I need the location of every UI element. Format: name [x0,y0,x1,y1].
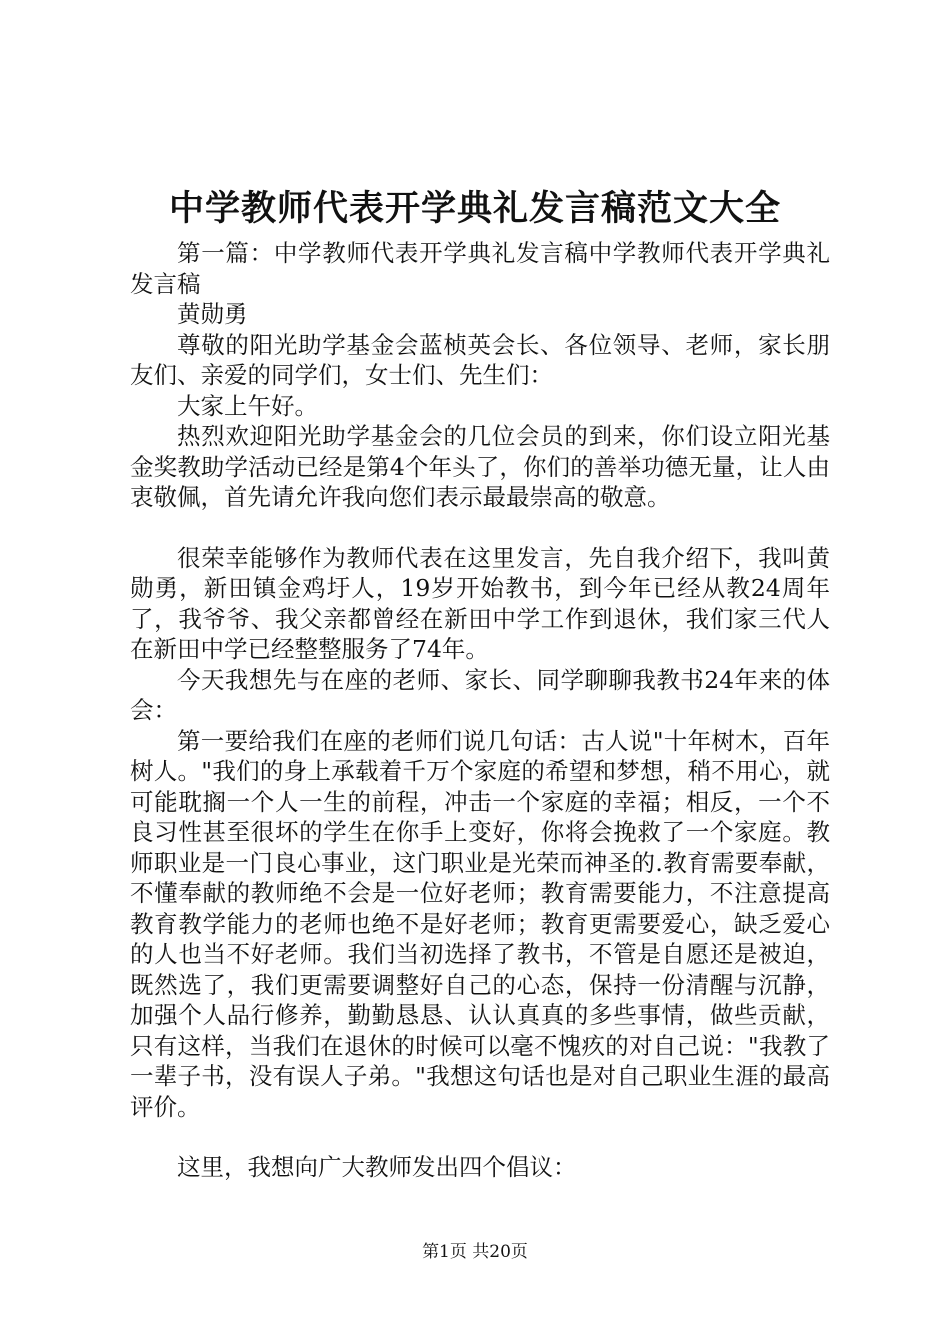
paragraph-spacer [130,513,830,543]
paragraph-proposals: 这里，我想向广大教师发出四个倡议： [177,1153,577,1181]
paragraph-experience: 今天我想先与在座的老师、家长、同学聊聊我教书24年来的体会： [130,665,830,724]
page-number-footer: 第1页 共20页 [422,1242,528,1262]
paragraph-salutation: 尊敬的阳光助学基金会蓝桢英会长、各位领导、老师，家长朋友们、亲爱的同学们，女士们、先生们： [130,330,830,389]
paragraph-welcome: 热烈欢迎阳光助学基金会的几位会员的到来，你们设立阳光基金奖教助学活动已经是第4个年头了，你们的善举功德无量，让人由衷敬佩，首先请允许我向您们表示最最崇高的敬意。 [130,422,830,511]
paragraph-spacer [130,1122,830,1152]
paragraph-heading: 第一篇：中学教师代表开学典礼发言稿中学教师代表开学典礼发言稿 [130,239,830,298]
paragraph-author: 黄勋勇 [177,300,248,328]
paragraph-introduction: 很荣幸能够作为教师代表在这里发言，先自我介绍下，我叫黄勋勇，新田镇金鸡圩人，19岁开始教书，到今年已经从教24周年了，我爷爷、我父亲都曾经在新田中学工作到退休，我们家三代人在新田中学已经整整服务了74年。 [130,543,830,663]
paragraph-greeting: 大家上午好。 [177,391,318,420]
paragraph-to-teachers: 第一要给我们在座的老师们说几句话：古人说"十年树木，百年树人。"我们的身上承载着千万个家庭的希望和梦想，稍不用心，就可能耽搁一个人一生的前程，冲击一个家庭的幸福；相反，一个不良习性甚至很坏的学生在你手上变好，你将会挽救了一个家庭。教师职业是一门良心事业，这门职业是光荣而神圣的.教育需要奉献，不懂奉献的教师绝不会是一位好老师；教育需要能力，不注意提高教育教学能力的老师也绝不是好老师；教育更需要爱心，缺乏爱心的人也当不好老师。我们当初选择了教书，不管是自愿还是被迫，既然选了，我们更需要调整好自己的心态，保持一份清醒与沉静，加强个人品行修养，勤勤恳恳、认认真真的多些事情，做些贡献，只有这样，当我们在退休的时候可以毫不愧疚的对自己说："我教了一辈子书，没有误人子弟。"我想这句话也是对自己职业生涯的最高评价。 [130,726,830,1121]
document-body [130,238,830,1183]
document-title: 中学教师代表开学典礼发言稿范文大全 [168,188,781,229]
